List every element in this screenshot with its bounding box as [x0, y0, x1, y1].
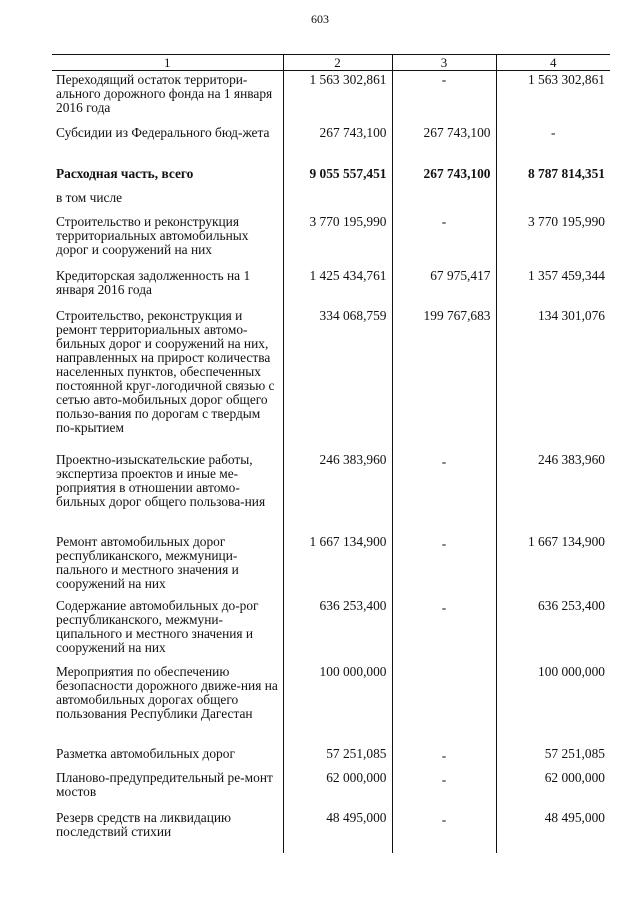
- total-value: 636 253,400: [283, 595, 392, 661]
- total-value: 9 055 557,451: [283, 161, 392, 187]
- table-row: [52, 121, 610, 161]
- regional-value: 246 383,960: [496, 449, 610, 531]
- row-label: Переходящий остаток территори-ального дорожного фонда на 1 января 2016 года: [56, 72, 273, 115]
- column-header-1: 1: [52, 55, 283, 71]
- column-header-4: 4: [496, 55, 610, 71]
- federal-value: 267 743,100: [392, 161, 496, 187]
- row-label: Мероприятия по обеспечению безопасности дорожного движе-ния на автомобильных дорогах общего пользования Республики Дагестан: [56, 663, 278, 721]
- row-label: Разметка автомобильных дорог: [56, 745, 235, 761]
- table-row: [52, 161, 610, 187]
- row-label: Строительство, реконструкция и ремонт территориальных автомо-бильных дорог и сооружений на них, направленных на прирост количества населенных пунктов, обеспеченных постоянной круг-логодичной связью с сетью авто-мобильных дорог общего пользо-вания по дорогам с твердым по-крытием: [56, 307, 275, 435]
- table-row: [52, 211, 610, 265]
- total-value: 267 743,100: [283, 121, 392, 161]
- regional-value: 1 563 302,861: [496, 71, 610, 121]
- total-value: 100 000,000: [283, 661, 392, 743]
- federal-value: -: [392, 595, 496, 661]
- total-value: 62 000,000: [283, 767, 392, 807]
- total-value: 1 425 434,761: [283, 265, 392, 305]
- regional-value: 636 253,400: [496, 595, 610, 661]
- federal-value: 67 975,417: [392, 265, 496, 305]
- regional-value: 1 667 134,900: [496, 531, 610, 595]
- regional-value: 48 495,000: [496, 807, 610, 853]
- row-label: Проектно-изыскательские работы, экспертиза проектов и иные ме-роприятия в отношении автомо-бильных дорог общего пользова-ния: [56, 451, 266, 509]
- budget-table: [52, 54, 610, 853]
- table-row: [52, 743, 610, 767]
- table-row: [52, 661, 610, 743]
- total-value: 48 495,000: [283, 807, 392, 853]
- regional-value: [496, 187, 610, 211]
- total-value: 3 770 195,990: [283, 211, 392, 265]
- row-label: Субсидии из Федерального бюд-жета: [56, 124, 270, 140]
- table-row: [52, 767, 610, 807]
- federal-value: 199 767,683: [392, 305, 496, 449]
- row-label: Содержание автомобильных до-рог республиканского, межмуни-ципального и местного значения и сооружений на них: [56, 597, 259, 655]
- regional-value: 8 787 814,351: [496, 161, 610, 187]
- regional-value: -: [496, 121, 610, 161]
- federal-value: -: [392, 807, 496, 853]
- row-label: Строительство и реконструкция территориальных автомобильных дорог и сооружений на них: [56, 213, 249, 257]
- regional-value: 3 770 195,990: [496, 211, 610, 265]
- total-value: [283, 187, 392, 211]
- federal-value: -: [392, 743, 496, 767]
- total-value: 57 251,085: [283, 743, 392, 767]
- federal-value: 267 743,100: [392, 121, 496, 161]
- federal-value: -: [392, 71, 496, 121]
- page-number: 603: [311, 12, 329, 26]
- regional-value: 1 357 459,344: [496, 265, 610, 305]
- federal-value: [392, 187, 496, 211]
- total-value: 246 383,960: [283, 449, 392, 531]
- table-row: [52, 305, 610, 449]
- row-label: Планово-предупредительный ре-монт мостов: [56, 769, 273, 799]
- row-label: в том числе: [56, 189, 123, 205]
- column-header-3: 3: [392, 55, 496, 71]
- table-row: [52, 187, 610, 211]
- total-value: 1 667 134,900: [283, 531, 392, 595]
- federal-value: -: [392, 211, 496, 265]
- header-row: [52, 55, 610, 71]
- regional-value: 57 251,085: [496, 743, 610, 767]
- row-label: Кредиторская задолженность на 1 января 2016 года: [56, 267, 251, 297]
- federal-value: -: [392, 449, 496, 531]
- total-value: 334 068,759: [283, 305, 392, 449]
- federal-value: -: [392, 531, 496, 595]
- regional-value: 134 301,076: [496, 305, 610, 449]
- total-value: 1 563 302,861: [283, 71, 392, 121]
- table-row: [52, 449, 610, 531]
- row-label: Резерв средств на ликвидацию последствий стихии: [56, 809, 232, 839]
- regional-value: 100 000,000: [496, 661, 610, 743]
- regional-value: 62 000,000: [496, 767, 610, 807]
- row-label: Ремонт автомобильных дорог республиканского, межмуници-пального и местного значения и сооружений на них: [56, 533, 239, 591]
- table-row: [52, 531, 610, 595]
- column-header-2: 2: [283, 55, 392, 71]
- table-row: [52, 595, 610, 661]
- federal-value: [392, 661, 496, 743]
- federal-value: -: [392, 767, 496, 807]
- row-label: Расходная часть, всего: [56, 165, 194, 181]
- table-row: [52, 807, 610, 853]
- table-row: [52, 265, 610, 305]
- table-row: [52, 71, 610, 121]
